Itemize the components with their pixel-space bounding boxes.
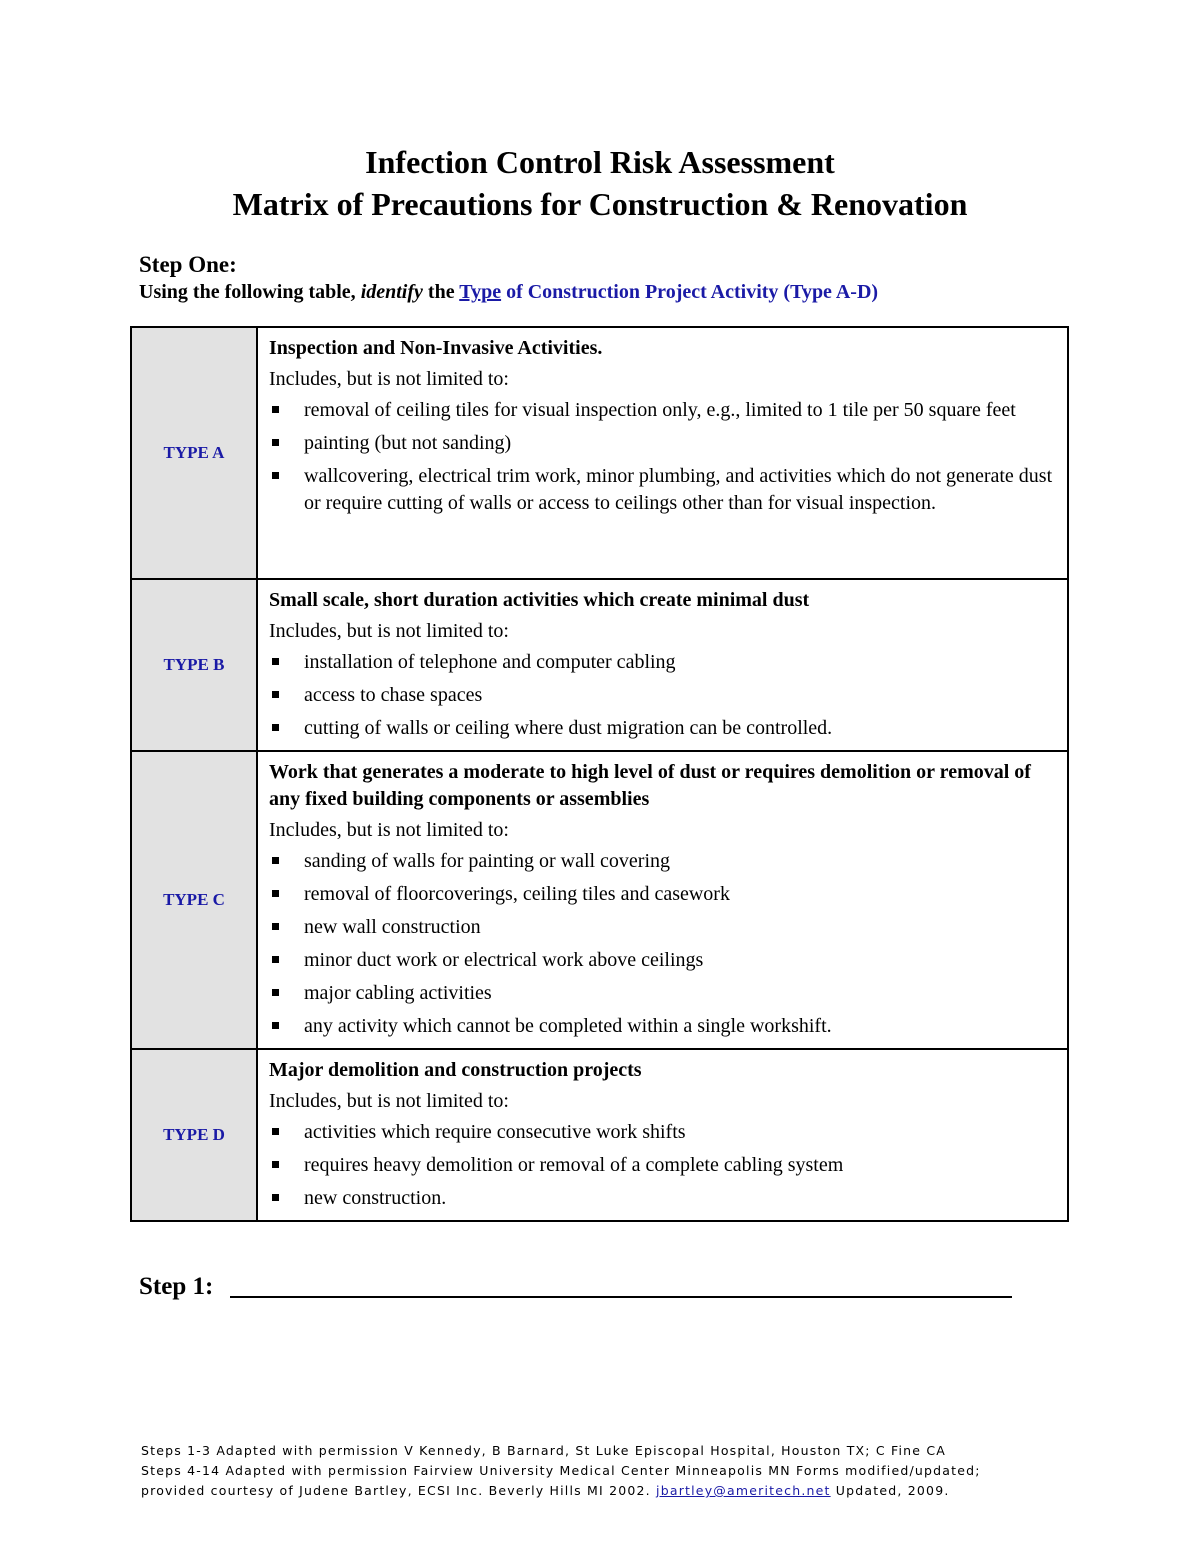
list-item-text: any activity which cannot be completed within a single workshift. bbox=[304, 1015, 832, 1037]
bullet-icon bbox=[272, 1022, 279, 1029]
list-item-text: painting (but not sanding) bbox=[304, 432, 512, 454]
type-heading: Major demolition and construction projects bbox=[269, 1059, 642, 1081]
footer-line-3 bbox=[141, 1481, 981, 1501]
type-description-cell bbox=[257, 327, 1068, 579]
bullet-icon bbox=[272, 439, 279, 446]
footer-text: provided courtesy of Judene Bartley, ECSI Inc. Beverly Hills MI 2002. bbox=[141, 1483, 657, 1498]
list-item-text: wallcovering, electrical trim work, minor plumbing, and activities which do not generate dust or require cutting of walls or access to ceilings other than for visual inspection. bbox=[304, 465, 1053, 514]
list-item bbox=[269, 397, 1057, 424]
bullet-icon bbox=[272, 989, 279, 996]
footer-line-1: Steps 1-3 Adapted with permission V Kennedy, B Barnard, St Luke Episcopal Hospital, Houston TX; C Fine CA bbox=[141, 1443, 947, 1458]
type-link[interactable]: Type bbox=[459, 281, 502, 303]
includes-text: Includes, but is not limited to: bbox=[269, 819, 509, 841]
list-item bbox=[269, 682, 1057, 709]
activity-list bbox=[269, 1119, 1057, 1212]
list-item-text: major cabling activities bbox=[304, 982, 492, 1004]
step-one-heading: Step One: bbox=[139, 252, 237, 277]
table-row-type-d bbox=[131, 1049, 1068, 1221]
bullet-icon bbox=[272, 406, 279, 413]
footer-line-2: Steps 4-14 Adapted with permission Fairview University Medical Center Minneapolis MN Forms modified/updated; bbox=[141, 1463, 981, 1478]
type-label-cell: TYPE D bbox=[131, 1049, 257, 1221]
list-item bbox=[269, 1152, 1057, 1179]
list-item bbox=[269, 914, 1057, 941]
activity-list bbox=[269, 649, 1057, 742]
table-row-type-c bbox=[131, 751, 1068, 1049]
bullet-icon bbox=[272, 658, 279, 665]
includes-text: Includes, but is not limited to: bbox=[269, 1090, 509, 1112]
bullet-icon bbox=[272, 857, 279, 864]
list-item-text: removal of ceiling tiles for visual inspection only, e.g., limited to 1 tile per 50 square feet bbox=[304, 399, 1016, 421]
list-item bbox=[269, 947, 1057, 974]
instruction-text-3: of Construction Project Activity (Type A-D) bbox=[501, 281, 879, 303]
list-item-text: cutting of walls or ceiling where dust migration can be controlled. bbox=[304, 717, 833, 739]
instruction-emphasis: identify bbox=[360, 281, 423, 303]
instruction-text-2: the bbox=[422, 281, 460, 303]
list-item bbox=[269, 463, 1057, 517]
bullet-icon bbox=[272, 472, 279, 479]
bullet-icon bbox=[272, 1128, 279, 1135]
list-item-text: removal of floorcoverings, ceiling tiles and casework bbox=[304, 883, 730, 905]
email-link[interactable]: jbartley@ameritech.net bbox=[656, 1483, 831, 1498]
type-description-cell bbox=[257, 1049, 1068, 1221]
step-one-instruction bbox=[139, 281, 878, 304]
type-label-cell: TYPE B bbox=[131, 579, 257, 751]
list-item-text: requires heavy demolition or removal of a complete cabling system bbox=[304, 1154, 844, 1176]
type-description-cell bbox=[257, 751, 1068, 1049]
table-row-type-b bbox=[131, 579, 1068, 751]
list-item bbox=[269, 1119, 1057, 1146]
type-description-cell bbox=[257, 579, 1068, 751]
list-item-text: new construction. bbox=[304, 1187, 447, 1209]
list-item bbox=[269, 649, 1057, 676]
footer-text-end: Updated, 2009. bbox=[830, 1483, 950, 1498]
list-item bbox=[269, 881, 1057, 908]
list-item bbox=[269, 715, 1057, 742]
list-item-text: minor duct work or electrical work above ceilings bbox=[304, 949, 704, 971]
list-item-text: access to chase spaces bbox=[304, 684, 483, 706]
construction-type-table bbox=[130, 326, 1069, 1222]
table-row-type-a bbox=[131, 327, 1068, 579]
type-heading: Inspection and Non-Invasive Activities. bbox=[269, 337, 603, 359]
list-item bbox=[269, 430, 1057, 457]
instruction-text-1: Using the following table, bbox=[139, 281, 361, 303]
activity-list bbox=[269, 848, 1057, 1040]
list-item bbox=[269, 980, 1057, 1007]
bullet-icon bbox=[272, 1194, 279, 1201]
bullet-icon bbox=[272, 691, 279, 698]
list-item-text: new wall construction bbox=[304, 916, 481, 938]
type-label-cell: TYPE A bbox=[131, 327, 257, 579]
list-item-text: installation of telephone and computer cabling bbox=[304, 651, 676, 673]
type-heading: Work that generates a moderate to high level of dust or requires demolition or removal of any fixed building components or assemblies bbox=[269, 761, 1031, 810]
bullet-icon bbox=[272, 923, 279, 930]
bullet-icon bbox=[272, 724, 279, 731]
bullet-icon bbox=[272, 890, 279, 897]
bullet-icon bbox=[272, 1161, 279, 1168]
type-heading: Small scale, short duration activities which create minimal dust bbox=[269, 589, 810, 611]
includes-text: Includes, but is not limited to: bbox=[269, 620, 509, 642]
list-item bbox=[269, 848, 1057, 875]
activity-list bbox=[269, 397, 1057, 517]
document-title: Infection Control Risk Assessment bbox=[365, 144, 835, 180]
list-item bbox=[269, 1185, 1057, 1212]
step1-answer-field[interactable] bbox=[230, 1296, 1012, 1298]
step1-label: Step 1: bbox=[139, 1273, 214, 1300]
footer-credits bbox=[141, 1441, 981, 1501]
includes-text: Includes, but is not limited to: bbox=[269, 368, 509, 390]
document-subtitle: Matrix of Precautions for Construction & Renovation bbox=[232, 186, 968, 222]
list-item-text: activities which require consecutive work shifts bbox=[304, 1121, 686, 1143]
list-item bbox=[269, 1013, 1057, 1040]
list-item-text: sanding of walls for painting or wall covering bbox=[304, 850, 671, 872]
bullet-icon bbox=[272, 956, 279, 963]
type-label-cell: TYPE C bbox=[131, 751, 257, 1049]
